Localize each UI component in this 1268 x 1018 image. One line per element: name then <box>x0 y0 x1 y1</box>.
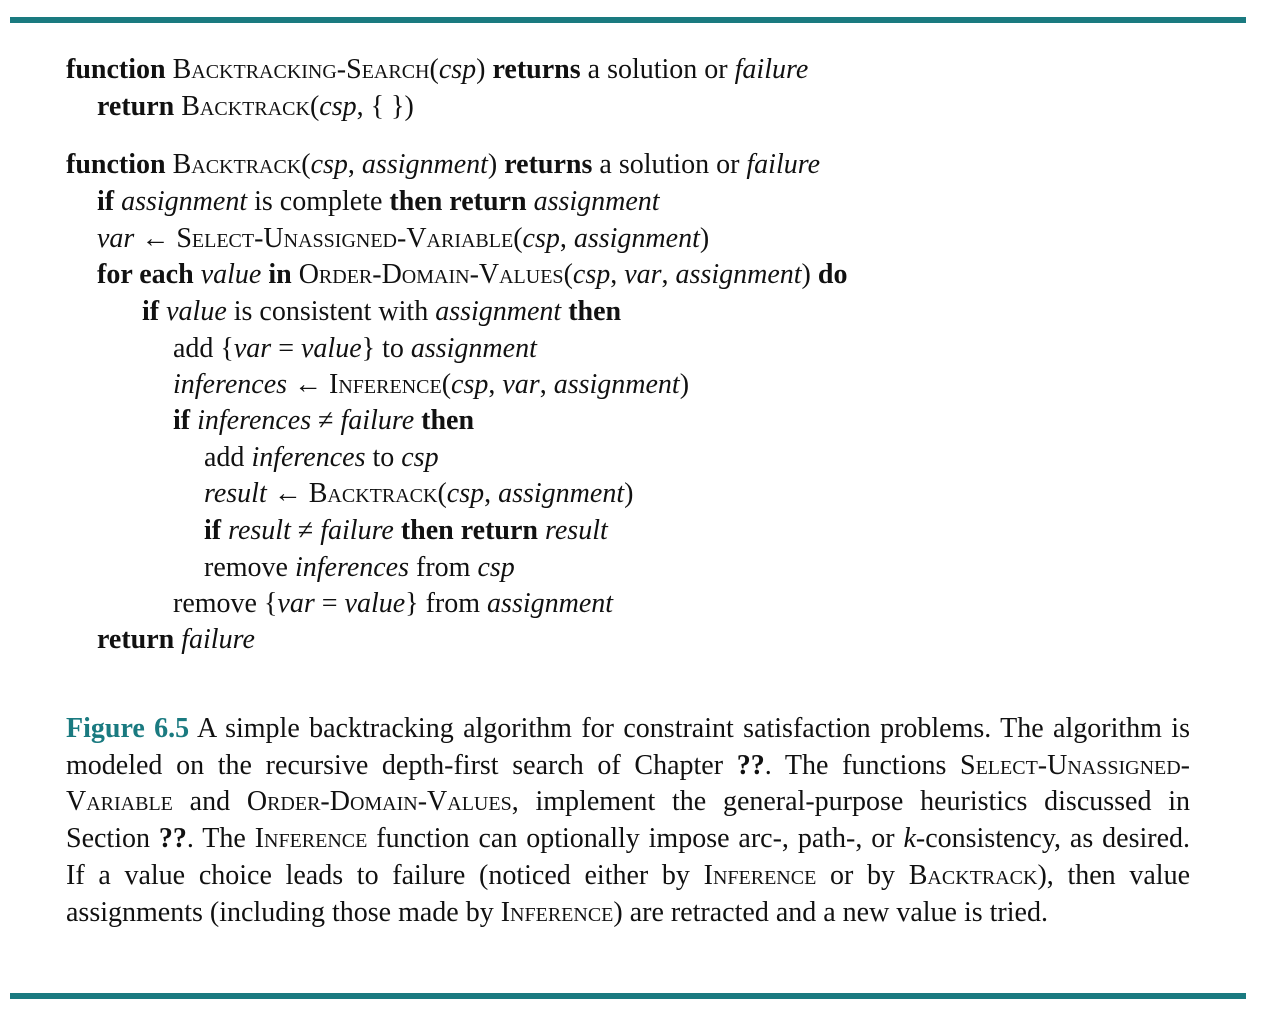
variable: csp <box>477 552 515 583</box>
variable: assignment <box>675 259 802 290</box>
text-fragment <box>527 186 534 217</box>
text-fragment: } to <box>361 333 411 364</box>
keyword: ?? <box>158 823 187 855</box>
variable: assignment <box>487 588 614 619</box>
procedure-name: Inference <box>329 369 442 400</box>
top-rule <box>10 17 1246 23</box>
text-fragment: ) <box>624 478 634 509</box>
keyword: for each <box>97 259 194 290</box>
text-fragment <box>394 515 401 546</box>
text-fragment: ( <box>513 223 523 254</box>
text-fragment: ( <box>441 369 452 400</box>
variable: failure <box>181 624 255 655</box>
variable: assignment <box>498 478 625 509</box>
text-fragment: remove <box>204 552 295 583</box>
variable: assignment <box>553 369 680 400</box>
text-fragment: ( <box>309 91 320 122</box>
text-fragment: , <box>661 259 676 290</box>
keyword: then return <box>400 515 539 546</box>
keyword: then <box>421 405 475 436</box>
text-fragment: ← <box>134 223 177 254</box>
text-fragment: or by <box>816 859 909 891</box>
keyword: ?? <box>736 749 765 781</box>
variable: k <box>903 823 916 855</box>
variable: inferences <box>294 552 409 583</box>
variable: value <box>344 588 406 619</box>
variable: var <box>624 259 662 290</box>
text-fragment: ) <box>801 259 818 290</box>
code-line <box>66 147 820 183</box>
variable: csp <box>446 478 485 509</box>
text-fragment: ) <box>476 54 493 85</box>
variable: failure <box>734 54 809 85</box>
keyword: if <box>204 515 222 546</box>
text-fragment: ) <box>679 369 690 400</box>
text-fragment <box>166 149 173 180</box>
code-line <box>173 331 537 367</box>
variable: csp <box>572 259 611 290</box>
procedure-name: Backtrack <box>172 149 302 180</box>
variable: inferences <box>197 405 312 436</box>
text-fragment <box>166 54 173 85</box>
procedure-name: Backtrack <box>308 478 438 509</box>
text-fragment: from <box>409 552 478 583</box>
variable: result <box>204 478 267 509</box>
procedure-name: Select-Unassigned-Variable <box>176 223 514 254</box>
keyword: function <box>66 54 166 85</box>
keyword: if <box>97 186 115 217</box>
procedure-name: Inference <box>500 896 614 928</box>
variable: assignment <box>361 149 488 180</box>
code-line <box>173 403 474 439</box>
procedure-name: Order-Domain-Values <box>246 786 512 818</box>
keyword: returns <box>492 54 581 85</box>
text-fragment: , implement the general-purpose heuristics discussed in Section <box>66 786 1190 855</box>
text-fragment: to <box>365 442 402 473</box>
text-fragment: ), then value assignments (including those made by <box>66 859 1191 928</box>
text-fragment <box>194 259 201 290</box>
text-fragment: add { <box>173 333 234 364</box>
keyword: then return <box>389 186 527 217</box>
code-line <box>142 294 621 330</box>
keyword: return <box>97 91 175 122</box>
text-fragment: , <box>610 259 625 290</box>
text-fragment: function can optionally impose arc-, path-, or <box>367 823 904 855</box>
procedure-name: Order-Domain-Values <box>298 259 564 290</box>
procedure-name: Inference <box>703 859 817 891</box>
figure-label: Figure 6.5 <box>66 713 190 744</box>
code-line <box>204 476 633 512</box>
procedure-name: Backtrack <box>181 91 310 122</box>
code-line <box>66 52 808 88</box>
code-line <box>204 513 608 549</box>
keyword: then <box>568 296 622 327</box>
text-fragment: . The functions <box>764 749 961 781</box>
text-fragment: A simple backtracking algorithm for constraint satisfaction problems. The algorithm is modeled on the recursive depth-first search of Chapter <box>66 713 1190 781</box>
text-fragment: = <box>271 333 301 364</box>
variable: result <box>228 515 291 546</box>
code-line <box>204 440 439 476</box>
text-fragment: ) <box>699 223 710 254</box>
text-fragment: ← <box>266 478 309 509</box>
code-line <box>97 221 709 257</box>
keyword: if <box>173 405 191 436</box>
variable: assignment <box>573 223 700 254</box>
variable: failure <box>746 149 821 180</box>
keyword: in <box>268 259 292 290</box>
code-line <box>97 257 847 293</box>
code-line <box>97 184 660 220</box>
procedure-name: Backtrack <box>908 859 1038 891</box>
figure-caption <box>66 711 1190 931</box>
code-line <box>97 89 414 125</box>
text-fragment: ← <box>287 369 330 400</box>
text-fragment: remove { <box>173 588 278 619</box>
variable: value <box>301 333 362 364</box>
text-fragment: } from <box>405 588 488 619</box>
text-fragment: add <box>204 442 252 473</box>
text-fragment: ( <box>429 54 439 85</box>
code-line <box>173 367 689 403</box>
variable: assignment <box>410 333 537 364</box>
procedure-name: Backtracking-Search <box>172 54 430 85</box>
text-fragment: , <box>539 369 554 400</box>
code-line <box>173 586 613 622</box>
variable: csp <box>310 149 348 180</box>
variable: inferences <box>173 369 288 400</box>
text-fragment: , <box>488 369 503 400</box>
text-fragment: ≠ <box>311 405 341 436</box>
text-fragment: ) are retracted and a new value is tried. <box>613 896 1048 928</box>
text-fragment: a solution or <box>592 149 747 180</box>
text-fragment: -consistency, as desired. If a value choice leads to failure (noticed either by <box>66 823 1190 891</box>
variable: csp <box>522 223 560 254</box>
text-fragment: , <box>559 223 574 254</box>
variable: csp <box>438 54 477 85</box>
variable: var <box>233 333 272 364</box>
text-fragment: . The <box>186 823 255 855</box>
keyword: do <box>817 259 848 290</box>
text-fragment: = <box>314 588 345 619</box>
text-fragment <box>538 515 545 546</box>
text-fragment <box>292 259 299 290</box>
text-fragment: ) <box>487 149 505 180</box>
text-fragment: is consistent with <box>226 296 436 327</box>
text-fragment: ≠ <box>290 515 321 546</box>
variable: var <box>502 369 540 400</box>
text-fragment: is complete <box>247 186 390 217</box>
variable: value <box>166 296 227 327</box>
variable: csp <box>401 442 439 473</box>
text-fragment: ( <box>437 478 447 509</box>
code-line <box>204 550 515 586</box>
variable: var <box>97 223 135 254</box>
text-fragment: , <box>347 149 362 180</box>
code-line <box>97 622 255 658</box>
procedure-name: Select-Unassigned-Variable <box>66 749 1191 818</box>
variable: csp <box>451 369 489 400</box>
keyword: returns <box>504 149 593 180</box>
text-fragment: ( <box>301 149 311 180</box>
bottom-rule <box>10 993 1246 999</box>
variable: var <box>277 588 315 619</box>
keyword: if <box>142 296 160 327</box>
variable: csp <box>319 91 357 122</box>
variable: assignment <box>121 186 248 217</box>
keyword: function <box>66 149 166 180</box>
variable: assignment <box>435 296 562 327</box>
caption-text <box>66 713 1190 928</box>
variable: inferences <box>251 442 366 473</box>
variable: assignment <box>533 186 660 217</box>
variable: failure <box>320 515 394 546</box>
procedure-name: Inference <box>254 823 368 855</box>
variable: failure <box>340 405 415 436</box>
text-fragment: a solution or <box>580 54 735 85</box>
text-fragment: , <box>484 478 499 509</box>
variable: value <box>200 259 262 290</box>
text-fragment: , { }) <box>356 91 414 122</box>
variable: result <box>545 515 608 546</box>
text-fragment: ( <box>563 259 573 290</box>
keyword: return <box>97 624 175 655</box>
text-fragment: and <box>172 786 247 818</box>
